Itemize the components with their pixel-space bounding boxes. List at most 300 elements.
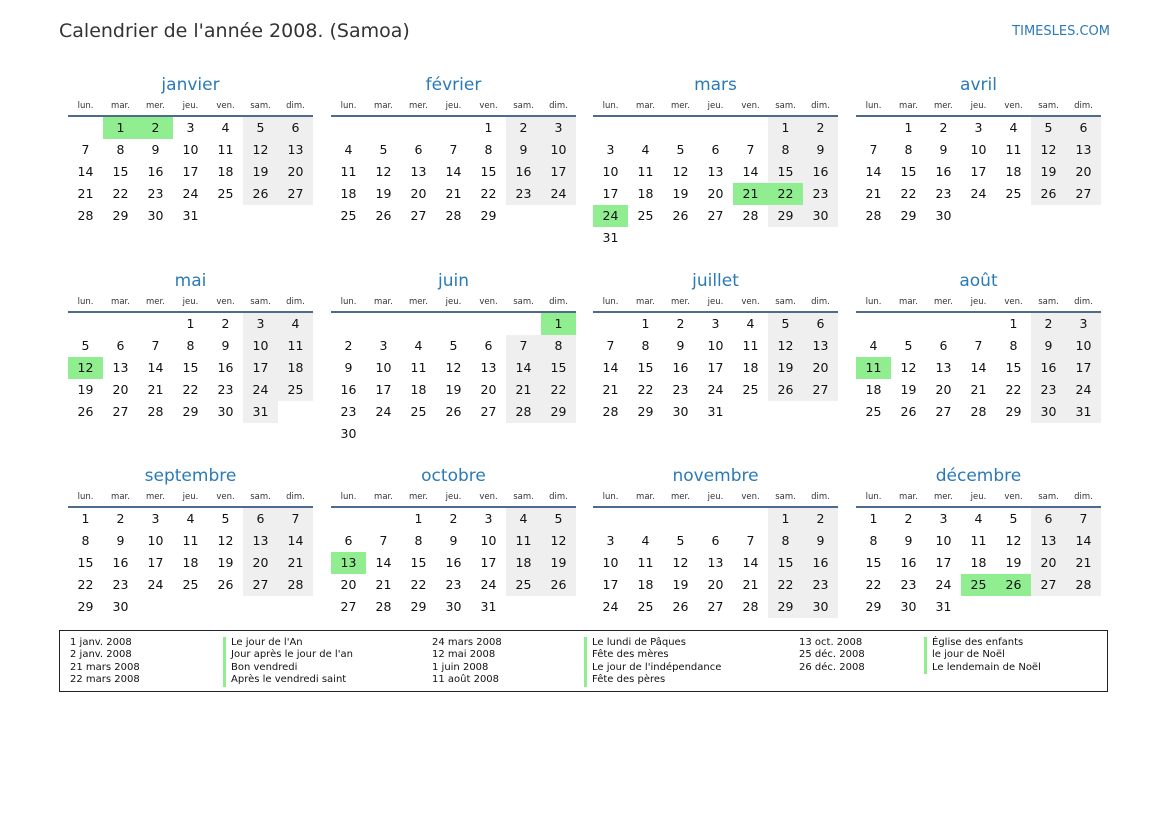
- month-name: novembre: [672, 466, 759, 486]
- week-row: [593, 227, 838, 249]
- empty-cell: [663, 508, 698, 530]
- day-cell: 21: [742, 577, 759, 592]
- weekday-label: dim.: [811, 492, 830, 502]
- legend-dates-column: [799, 637, 865, 674]
- day-cell: 2: [344, 338, 353, 353]
- day-cell: 18: [742, 360, 759, 375]
- day-cell: 26: [445, 404, 462, 419]
- legend-holiday-name: Le lendemain de Noël: [924, 662, 1041, 674]
- day-cell: 24: [182, 186, 199, 201]
- holiday-legend: [59, 630, 1108, 692]
- day-cell: 3: [606, 533, 615, 548]
- empty-cell: [961, 205, 996, 227]
- day-cell: 3: [606, 142, 615, 157]
- day-cell: 1: [904, 120, 913, 135]
- day-cell: 20: [803, 357, 838, 379]
- weekday-label: sam.: [1038, 101, 1059, 111]
- weekday-label: lun.: [77, 297, 94, 307]
- empty-cell: [1031, 205, 1066, 227]
- week-row: [68, 161, 313, 183]
- day-cell: 8: [904, 142, 913, 157]
- day-cell: 16: [803, 552, 838, 574]
- week-row: [856, 117, 1101, 139]
- weekday-label: mer.: [671, 297, 690, 307]
- day-cell: 24: [480, 577, 497, 592]
- brand-link[interactable]: TIMESLES.COM: [1012, 24, 1110, 39]
- week-row: [593, 117, 838, 139]
- day-cell: 3: [379, 338, 388, 353]
- day-cell: 11: [1005, 142, 1022, 157]
- empty-cell: [471, 313, 506, 335]
- day-cell: 18: [182, 555, 199, 570]
- day-cell: 29: [865, 599, 882, 614]
- weekday-label: jeu.: [970, 297, 987, 307]
- day-cell: 19: [672, 577, 689, 592]
- day-cell: 5: [243, 117, 278, 139]
- empty-cell: [208, 205, 243, 227]
- day-cell: 23: [935, 186, 952, 201]
- day-cell: 17: [147, 555, 164, 570]
- day-cell: 16: [445, 555, 462, 570]
- weekday-header: [593, 97, 838, 117]
- day-cell: 28: [445, 208, 462, 223]
- day-cell: 6: [939, 338, 948, 353]
- week-row: [68, 596, 313, 618]
- day-cell: 19: [375, 186, 392, 201]
- day-cell: 30: [803, 205, 838, 227]
- weekday-label: jeu.: [445, 492, 462, 502]
- day-cell: 18: [637, 577, 654, 592]
- day-cell: 4: [278, 313, 313, 335]
- day-cell: 12: [672, 164, 689, 179]
- weekday-label: ven.: [741, 492, 760, 502]
- day-cell: 13: [480, 360, 497, 375]
- day-cell: 1: [414, 511, 423, 526]
- empty-cell: [436, 423, 471, 445]
- day-cell: 16: [803, 161, 838, 183]
- day-cell: 17: [707, 360, 724, 375]
- day-cell: 30: [217, 404, 234, 419]
- day-cell: 26: [77, 404, 94, 419]
- weekday-label: ven.: [479, 101, 498, 111]
- empty-cell: [471, 423, 506, 445]
- day-cell: 3: [711, 316, 720, 331]
- weekday-label: mar.: [374, 101, 393, 111]
- week-row: [68, 183, 313, 205]
- day-cell: 18: [340, 186, 357, 201]
- day-cell: 7: [974, 338, 983, 353]
- week-row: [331, 423, 576, 445]
- day-cell: 28: [147, 404, 164, 419]
- day-cell: 4: [414, 338, 423, 353]
- legend-date: 12 mai 2008: [432, 649, 496, 661]
- day-cell: 30: [112, 599, 129, 614]
- day-cell: 11: [340, 164, 357, 179]
- day-cell: 20: [410, 186, 427, 201]
- month-name: juillet: [692, 271, 739, 291]
- day-cell: 28: [742, 599, 759, 614]
- weekday-label: mar.: [111, 101, 130, 111]
- weekday-label: jeu.: [445, 101, 462, 111]
- week-row: [593, 205, 838, 227]
- day-cell: 2: [1031, 313, 1066, 335]
- legend-holiday-name: Le lundi de Pâques: [584, 637, 721, 649]
- week-row: [593, 574, 838, 596]
- empty-cell: [593, 117, 628, 139]
- day-cell: 15: [1005, 360, 1022, 375]
- month-calendar: [856, 73, 1101, 227]
- day-cell: 26: [243, 183, 278, 205]
- day-cell: 19: [900, 382, 917, 397]
- legend-holiday-name: Fête des mères: [584, 649, 721, 661]
- day-cell: 26: [900, 404, 917, 419]
- day-cell: 10: [707, 338, 724, 353]
- week-row: [68, 313, 313, 335]
- day-cell: 19: [1005, 555, 1022, 570]
- weekday-label: mer.: [671, 492, 690, 502]
- day-cell: 1: [81, 511, 90, 526]
- weekday-header: [331, 488, 576, 508]
- day-cell: 31: [707, 404, 724, 419]
- empty-cell: [856, 117, 891, 139]
- day-cell: 8: [768, 139, 803, 161]
- day-cell: 18: [970, 555, 987, 570]
- week-row: [68, 508, 313, 530]
- day-cell: 20: [707, 186, 724, 201]
- day-cell: 1: [869, 511, 878, 526]
- day-cell: 23: [803, 574, 838, 596]
- weekday-label: mar.: [111, 492, 130, 502]
- day-cell: 25: [340, 208, 357, 223]
- legend-holiday-name: Après le vendredi saint: [223, 674, 353, 686]
- day-cell: 3: [151, 511, 160, 526]
- day-cell: 5: [221, 511, 230, 526]
- day-cell: 30: [672, 404, 689, 419]
- day-cell: 24: [970, 186, 987, 201]
- day-cell: 7: [151, 338, 160, 353]
- day-cell: 9: [803, 139, 838, 161]
- day-cell: 26: [672, 599, 689, 614]
- day-cell: 7: [449, 142, 458, 157]
- day-cell: 2: [449, 511, 458, 526]
- month-name: décembre: [935, 466, 1022, 486]
- day-cell: 9: [803, 530, 838, 552]
- weekday-label: mer.: [671, 101, 690, 111]
- day-cell: 5: [676, 533, 685, 548]
- day-cell: 18: [410, 382, 427, 397]
- day-cell: 20: [112, 382, 129, 397]
- holiday-day: 12: [68, 357, 103, 379]
- day-cell: 27: [340, 599, 357, 614]
- day-cell: 7: [506, 335, 541, 357]
- day-cell: 21: [970, 382, 987, 397]
- day-cell: 9: [676, 338, 685, 353]
- weekday-label: mar.: [111, 297, 130, 307]
- legend-date: 1 janv. 2008: [70, 637, 132, 648]
- day-cell: 16: [112, 555, 129, 570]
- day-cell: 20: [480, 382, 497, 397]
- weekday-label: dim.: [286, 297, 305, 307]
- day-cell: 8: [869, 533, 878, 548]
- day-cell: 18: [506, 552, 541, 574]
- month-calendar: [593, 464, 838, 618]
- weekday-label: lun.: [602, 297, 619, 307]
- empty-cell: [436, 313, 471, 335]
- day-cell: 28: [506, 401, 541, 423]
- day-cell: 21: [602, 382, 619, 397]
- day-cell: 3: [541, 117, 576, 139]
- weekday-label: mer.: [146, 101, 165, 111]
- empty-cell: [996, 596, 1031, 618]
- day-cell: 25: [278, 379, 313, 401]
- day-cell: 7: [869, 142, 878, 157]
- day-cell: 17: [375, 382, 392, 397]
- empty-cell: [768, 227, 803, 249]
- day-cell: 4: [641, 142, 650, 157]
- weekday-label: mar.: [374, 492, 393, 502]
- weekday-label: mer.: [934, 101, 953, 111]
- day-cell: 12: [541, 530, 576, 552]
- day-cell: 23: [147, 186, 164, 201]
- day-cell: 19: [672, 186, 689, 201]
- day-cell: 22: [768, 574, 803, 596]
- day-cell: 21: [147, 382, 164, 397]
- weekday-label: sam.: [775, 101, 796, 111]
- empty-cell: [733, 401, 768, 423]
- day-cell: 20: [243, 552, 278, 574]
- day-cell: 17: [480, 555, 497, 570]
- day-cell: 1: [484, 120, 493, 135]
- day-cell: 15: [637, 360, 654, 375]
- day-cell: 12: [445, 360, 462, 375]
- legend-date: 11 août 2008: [432, 674, 500, 686]
- day-cell: 7: [746, 533, 755, 548]
- weekday-label: mer.: [409, 101, 428, 111]
- month-calendar: [593, 269, 838, 423]
- page-title: Calendrier de l'année 2008. (Samoa): [59, 20, 410, 42]
- day-cell: 8: [484, 142, 493, 157]
- day-cell: 17: [970, 164, 987, 179]
- day-cell: 4: [506, 508, 541, 530]
- weekday-header: [68, 488, 313, 508]
- weekday-label: ven.: [479, 492, 498, 502]
- weekday-label: jeu.: [182, 492, 199, 502]
- day-cell: 15: [768, 552, 803, 574]
- week-row: [331, 401, 576, 423]
- weekday-label: mer.: [934, 492, 953, 502]
- day-cell: 22: [900, 186, 917, 201]
- week-row: [331, 117, 576, 139]
- empty-cell: [891, 313, 926, 335]
- day-cell: 27: [243, 574, 278, 596]
- day-cell: 13: [243, 530, 278, 552]
- day-cell: 29: [768, 596, 803, 618]
- day-cell: 27: [935, 404, 952, 419]
- week-row: [856, 183, 1101, 205]
- empty-cell: [401, 117, 436, 139]
- day-cell: 25: [637, 208, 654, 223]
- empty-cell: [506, 596, 541, 618]
- week-row: [856, 313, 1101, 335]
- weekday-label: sam.: [1038, 492, 1059, 502]
- legend-names-column: [584, 637, 721, 687]
- empty-cell: [803, 401, 838, 423]
- day-cell: 27: [803, 379, 838, 401]
- day-cell: 28: [602, 404, 619, 419]
- day-cell: 5: [1031, 117, 1066, 139]
- day-cell: 15: [865, 555, 882, 570]
- weekday-header: [68, 97, 313, 117]
- week-row: [68, 552, 313, 574]
- day-cell: 20: [935, 382, 952, 397]
- day-cell: 6: [344, 533, 353, 548]
- week-row: [68, 574, 313, 596]
- day-cell: 10: [1066, 335, 1101, 357]
- day-cell: 9: [506, 139, 541, 161]
- week-row: [593, 508, 838, 530]
- day-cell: 10: [602, 164, 619, 179]
- holiday-day: 2: [138, 117, 173, 139]
- day-cell: 14: [602, 360, 619, 375]
- empty-cell: [278, 596, 313, 618]
- day-cell: 14: [77, 164, 94, 179]
- holiday-day: 11: [856, 357, 891, 379]
- week-row: [68, 205, 313, 227]
- day-cell: 26: [672, 208, 689, 223]
- weekday-header: [68, 293, 313, 313]
- day-cell: 25: [637, 599, 654, 614]
- empty-cell: [173, 596, 208, 618]
- weekday-label: mar.: [374, 297, 393, 307]
- empty-cell: [401, 423, 436, 445]
- empty-cell: [663, 117, 698, 139]
- week-row: [68, 335, 313, 357]
- day-cell: 7: [379, 533, 388, 548]
- day-cell: 27: [707, 599, 724, 614]
- day-cell: 30: [900, 599, 917, 614]
- day-cell: 1: [186, 316, 195, 331]
- empty-cell: [278, 205, 313, 227]
- day-cell: 24: [935, 577, 952, 592]
- day-cell: 8: [81, 533, 90, 548]
- empty-cell: [698, 508, 733, 530]
- day-cell: 12: [217, 533, 234, 548]
- month-calendar: [331, 73, 576, 227]
- day-cell: 7: [746, 142, 755, 157]
- day-cell: 1: [641, 316, 650, 331]
- day-cell: 30: [803, 596, 838, 618]
- empty-cell: [541, 205, 576, 227]
- week-row: [68, 379, 313, 401]
- week-row: [68, 530, 313, 552]
- day-cell: 5: [81, 338, 90, 353]
- empty-cell: [401, 313, 436, 335]
- empty-cell: [541, 596, 576, 618]
- weekday-label: dim.: [549, 492, 568, 502]
- day-cell: 10: [182, 142, 199, 157]
- day-cell: 5: [1009, 511, 1018, 526]
- legend-holiday-name: Bon vendredi: [223, 662, 353, 674]
- week-row: [856, 401, 1101, 423]
- day-cell: 9: [151, 142, 160, 157]
- day-cell: 27: [410, 208, 427, 223]
- day-cell: 8: [1009, 338, 1018, 353]
- empty-cell: [593, 313, 628, 335]
- day-cell: 13: [278, 139, 313, 161]
- weekday-header: [856, 488, 1101, 508]
- day-cell: 23: [900, 577, 917, 592]
- day-cell: 11: [217, 142, 234, 157]
- week-row: [331, 508, 576, 530]
- day-cell: 29: [112, 208, 129, 223]
- day-cell: 11: [506, 530, 541, 552]
- holiday-day: 21: [733, 183, 768, 205]
- day-cell: 17: [243, 357, 278, 379]
- day-cell: 8: [116, 142, 125, 157]
- day-cell: 31: [1066, 401, 1101, 423]
- empty-cell: [366, 313, 401, 335]
- day-cell: 10: [243, 335, 278, 357]
- weekday-label: mer.: [934, 297, 953, 307]
- month-name: octobre: [421, 466, 486, 486]
- empty-cell: [733, 508, 768, 530]
- week-row: [331, 183, 576, 205]
- day-cell: 14: [865, 164, 882, 179]
- day-cell: 14: [445, 164, 462, 179]
- empty-cell: [961, 596, 996, 618]
- day-cell: 4: [344, 142, 353, 157]
- day-cell: 26: [768, 379, 803, 401]
- weekday-label: ven.: [1004, 492, 1023, 502]
- weekday-label: jeu.: [970, 101, 987, 111]
- day-cell: 14: [742, 555, 759, 570]
- day-cell: 21: [375, 577, 392, 592]
- week-row: [856, 552, 1101, 574]
- weekday-label: mer.: [409, 297, 428, 307]
- week-row: [593, 552, 838, 574]
- week-row: [856, 161, 1101, 183]
- day-cell: 15: [768, 161, 803, 183]
- day-cell: 8: [186, 338, 195, 353]
- weekday-label: jeu.: [707, 101, 724, 111]
- day-cell: 5: [541, 508, 576, 530]
- day-cell: 13: [935, 360, 952, 375]
- day-cell: 19: [217, 555, 234, 570]
- day-cell: 7: [81, 142, 90, 157]
- day-cell: 27: [278, 183, 313, 205]
- empty-cell: [996, 205, 1031, 227]
- day-cell: 5: [676, 142, 685, 157]
- day-cell: 9: [1031, 335, 1066, 357]
- day-cell: 24: [541, 183, 576, 205]
- day-cell: 6: [803, 313, 838, 335]
- day-cell: 6: [414, 142, 423, 157]
- day-cell: 15: [410, 555, 427, 570]
- week-row: [593, 596, 838, 618]
- legend-date: 25 déc. 2008: [799, 649, 865, 661]
- week-row: [856, 574, 1101, 596]
- day-cell: 10: [541, 139, 576, 161]
- weekday-label: dim.: [549, 297, 568, 307]
- legend-date: 13 oct. 2008: [799, 637, 863, 648]
- day-cell: 3: [484, 511, 493, 526]
- empty-cell: [243, 596, 278, 618]
- day-cell: 25: [865, 404, 882, 419]
- empty-cell: [366, 117, 401, 139]
- day-cell: 18: [278, 357, 313, 379]
- day-cell: 19: [445, 382, 462, 397]
- day-cell: 5: [379, 142, 388, 157]
